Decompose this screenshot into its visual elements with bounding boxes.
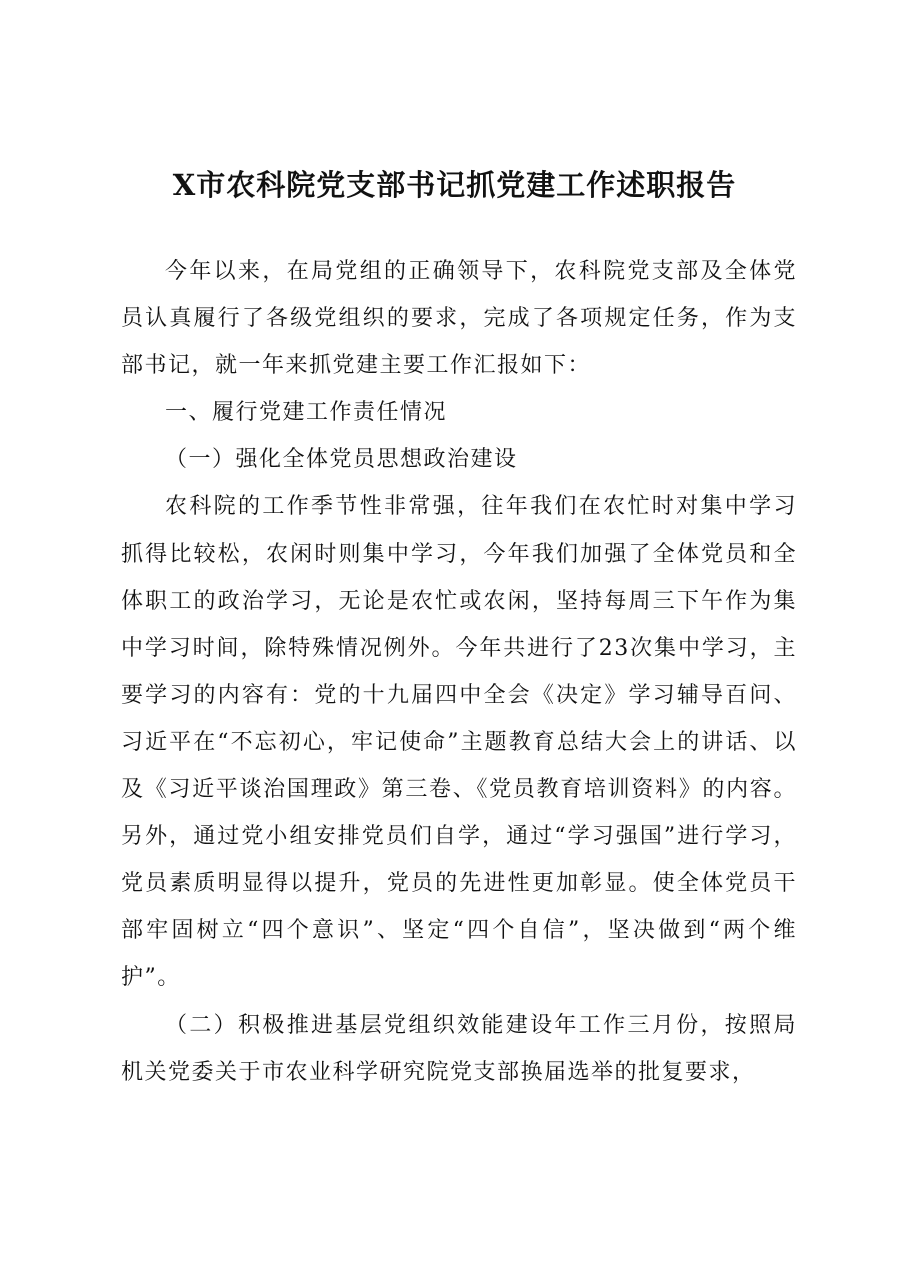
document-title: X市农科院党支部书记抓党建工作述职报告 <box>172 168 737 202</box>
section-heading: 一、履行党建工作责任情况 <box>165 400 448 426</box>
body-paragraph: 农科院的工作季节性非常强，往年我们在农忙时对集中学习抓得比较松，农闲时则集中学习，今年我们加强了全体党员和全体职工的政治学习，无论是农忙或农闲，坚持每周三下午作为集中学习时间，除特殊情况例外。今年共进行了23次集中学习，主要学习的内容有：党的十九届四中全会《决定》学习辅导百问、习近平在“不忘初心，牢记使命”主题教育总结大会上的讲话、以及《习近平谈治国理政》第三卷、《党员教育培训资料》的内容。另外，通过党小组安排党员们自学，通过“学习强国”进行学习，党员素质明显得以提升，党员的先进性更加彰显。使全体党员干部牢固树立“四个意识”、坚定“四个自信”，坚决做到“两个维护”。 <box>121 494 797 991</box>
subsection-heading: （一）强化全体党员思想政治建设 <box>165 447 518 473</box>
document-body <box>121 248 797 1096</box>
body-paragraph: （二）积极推进基层党组织效能建设年工作三月份，按照局机关党委关于市农业科学研究院党支部换届选举的批复要求， <box>121 1012 797 1085</box>
intro-paragraph: 今年以来，在局党组的正确领导下，农科院党支部及全体党员认真履行了各级党组织的要求，完成了各项规定任务，作为支部书记，就一年来抓党建主要工作汇报如下： <box>121 259 797 379</box>
